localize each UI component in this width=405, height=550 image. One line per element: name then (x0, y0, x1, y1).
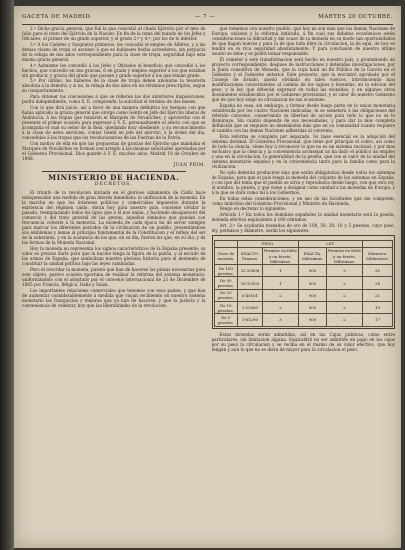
table-group-header-row (214, 240, 393, 247)
decree-paragraph: Hoy la moneda no representa los signos característicos de la España presente; su valor es preciso darle para que la nacion tenga la figura de la patria, y al escudo de las armas de España, que simbolizan nuestra gloriosa historia para el momento de constituir la unidad política bajo las leyes cambiadas. (22, 246, 206, 267)
page-number: — 7 — (194, 14, 216, 20)
table-cell: 900 (298, 265, 326, 277)
right-column (212, 26, 396, 542)
table-cell: 2 (327, 302, 363, 314)
coin-table-frame (212, 235, 396, 329)
page-header (22, 10, 393, 25)
table-group-header: PESO. (238, 240, 299, 247)
header-left: GACETA DE MADRID. (22, 14, 92, 20)
table-cell: 900 (298, 277, 326, 289)
signature: JUAN PRIM. (173, 162, 206, 168)
table-cell: 900 (298, 289, 326, 301)
table-cell: 2 (327, 314, 363, 326)
table-cell: 3 (262, 314, 298, 326)
paragraph: 4.º Asimismo les concedió á los Jefes y Oficiales el beneficio que concedió á los hechos, que concedió en dos gracias, 6 en grado y empleo superior á los que estaban sin producir, y gracia del grado que posean y grado superior á los que tenían grado. (22, 62, 206, 78)
paragraph: En todas estas consideraciones, y en uso de las facultades que me competen, como individuo del Gobierno Provisional y Ministro de Hacienda, (211, 195, 395, 206)
paragraph: No solo deberán producirse sino que serán obligatorias desde todos los sistemas de España, para que el pais tenga la moneda del conjunto de los sistemas en España, y con que del tema que el pueblo se sirva y reproduzca desde luego, con que otra ley, el nombre, la peseta, y que viene a designar como unidad a las monedas de Europa, y á la que se dará como tal á los Gobiernos. (211, 169, 395, 195)
table-cell: 1 (262, 265, 298, 277)
table-cell: 17 (363, 314, 393, 326)
table-header: Permiso en feble y en fuerte. Milésimas. (263, 248, 297, 264)
decree-paragraph: El triunfo de la revolucion iniciada en el glorioso alzamiento de Cádiz hace indispensable una medida de gran interés inmediato: la unificacion de la moneda. En la marcha en que los intereses políticos y comerciales impuestos durante la existencia del régimen caído, obran hoy para nuestro país, conviene olvidar lo pasado, reemplazando todos los tipos que á él nos unían, y haciendo desaparecer del comercio y del trato general de las gentes, aquellos símbolos que puedan con frecuencia volverle á la memoria. La moneda de cada época ha de servir siempre para marcar los diferentes períodos de la civilizacion de un pueblo, presentándose sus emblemas y lemas al principio fundamental de la Constitucion y el reflejo del ser de la soberanía, y en la sustancia de los que, en su dia, fueron los que, en su dia, y de las formas de la Moneda Nacional. (22, 189, 206, 246)
header-date: MARTES 20 OCTUBRE. (318, 14, 393, 20)
table-cell: 900 (298, 314, 326, 326)
table-header: Diámetro. Milímetros. (363, 247, 393, 264)
paragraph: 3.º A los Cadetes y Sargentos primeros, les concedió el empleo de Alférez, y á las demas clases de tropa el ascenso á que se hubiesen hecho acreedores, sin perjuicio de la rebaja de dos años correspondiente para la clase de tropa, seguridad bajo esta misma gracia general. (22, 41, 206, 62)
table-cell: 6'45161 (238, 289, 263, 301)
table-cell: De 5 pesetas. (214, 314, 238, 326)
section-title: MINISTERIO DE HACIENDA. (48, 172, 180, 182)
paragraph: 5.º Por último, los haberes de la clase de tropa deben abonarse la tesorería absoluta a la demora; y si no, la rebaja de dos años en los términos prescriptos, segun su comportamiento. (22, 78, 206, 94)
table-cell: 900 (298, 302, 326, 314)
table-cell: 1 (262, 277, 298, 289)
table-cell: 3'22580 (238, 302, 263, 314)
table-header: Permiso en feble y en fuerte. Milésimas. (328, 248, 361, 264)
table-row (214, 314, 393, 326)
table-cell: 2 (327, 277, 363, 289)
divider (42, 171, 186, 172)
paragraph: 2.º Dicha gracia general, que fué la que concedió al citado Ejército por el mes de Julio para el resto del Ejército de la Nacion. En fin de la toma del mando de los Jefes y Oficiales, el primer de un grado superior, y el grado 2.º y 4.º, por los de lo inferior. (22, 26, 206, 42)
table-cell: 1'61290 (238, 314, 263, 326)
paragraph: El cometer á este transformacion será hecho en nuestro país, y prometiendo un proyecto correspondiente, despues de instrucciones y detenidas investigaciones, por la Junta consultiva de Moneda, que la cuya hará un fin Público de la Gaceta en el Gobierno y el Gobierno anterior. Este proyecto, que la encontró aprobado por el Consejo de Estado, quedó olvidado en tales vuelcos, introduciendo mas modificaciones concernientes al cambio de los signos y leyendas, en la edicion del peso, y la ley, que deberán expresar en todas las monedas, y en algunos otros documentos establecidos por el Gobierno provisional, y el valor de nuestro Gobierno que de que hoy exige su circulacion de sus ocasiones. (211, 56, 395, 103)
table-cell: 2 (262, 289, 298, 301)
table-row (214, 302, 393, 314)
table-cell: 2 (262, 302, 298, 314)
table-header-empty (363, 240, 393, 247)
table-cell: De 20 pesetas. (214, 289, 238, 301)
table-header: EXACTA. Milésimas. (298, 247, 326, 264)
paragraph: Esta reforma se completa por separado. Su base esencial es la adopción del sistema decimal. El Gobierno Provisional, que tiene por principio el cobro, así como de todo la ciencia, viene hoy á reconocer lo que no es un sistema racional, y por mas exclusivo que la ciencia y la conveniencia aconsejan no ha dado el público un empleo y una en la circulacion, la generalidad de la peseta, que con el valor de la unidad del sistema monetario español y en la conveniencia tanto para la familia como para la civilizacion. (211, 133, 395, 170)
book-binding (0, 0, 14, 550)
coin-specs-table (214, 240, 394, 327)
paragraph: Art. 2.º Se acuñarán monedas de oro de 100, 50, 20, 10 y 5 pesetas, cuyo peso, ley, permisos y diámetro, serán los siguientes: (211, 222, 395, 233)
table-header: Clase de moneda. (214, 247, 238, 264)
table-cell: 21 (363, 289, 393, 301)
text-columns (22, 26, 395, 542)
section-subtitle: DECRETOS. (94, 181, 133, 187)
table-row (214, 265, 393, 277)
table-header: EXACTO. Gramos. (238, 247, 263, 264)
newspaper-page (14, 6, 401, 548)
table-cell: 28 (363, 277, 393, 289)
paragraph: España no cesa, sin embargo, y formar desde luego parte de la union monetaria establecida por los cuatro Naciones indicadas, ni se someterá á las obligaciones del referido convenio, conservando su libertad de accion para todo lo que no se le disminuye. Sin cuanto dependa de sus necesidades, y para dar la más completa definición que se requiere no desembolsa más que en su comunidad cuanto requiere el cambio con las demas Naciones adheridas al convenio. (211, 102, 395, 134)
table-row (214, 277, 393, 289)
decree-paragraph: Pero el recordar la moneda, puesto que han de hacerse las piezas necesarias para este objeto, parece ocasion oportuna de realizar la reforma del sistema monetario, uniformándolo con el adoptado por el convenio internacional de 23 de Diciembre de 1865 por Francia, Bélgica, Italia y Suiza. (22, 266, 206, 287)
table-row (214, 289, 393, 301)
left-column (22, 26, 206, 542)
table-cell: De 10 pesetas. (214, 302, 238, 314)
paragraph: Para obtener las concesiones á que se refieren las dos anteriores disposiciones, podrá independiente, como S. E. comprende, la solicitud el término de dos meses. (22, 93, 206, 105)
paragraph: Vengo en decretar lo siguiente: (219, 206, 286, 212)
table-cell: 32'25806 (238, 265, 263, 277)
paragraph: que tomemos con nuestro pueblo, que hoy no son más que los demás Naciones de Europa, unísono y la reforma indicada, á fin cual sus debates económicos estén consideraciones la dificultad y del ocaso de la moneda en su modo tan oportunidades de que hagan nuevos y para la de que toda libre la circulacion, la de aquí, de hoy se tendrá en su rica seguridad absolutamente. Y para conclusión de nuestro último asunto se debe y se podrá tomar responsable. (211, 26, 395, 57)
closing-paragraph: Estas monedas serán admitidas, así en las Cajas públicas, como entre particulares, sin limitacion alguna. Equivaldrá no ser admitido en pago en los cajas por su peso la circulacion y se reciba en el mismo de su valor efectivo, que hoy tengan y aun lo que no se diera de mayor para la circulacion el peso. (211, 331, 395, 352)
table-header-empty (214, 240, 238, 247)
paragraph: Artículo 1.º En todos los dominios españoles la unidad monetaria será la peseta, moneda efectiva equivalente á 100 céntimos. (211, 211, 395, 222)
paragraph: Con motivo de ella en que las propuestas de gracias del Ejército que mandaba el Marqués de Novaliches se forman con arreglo á las mismas solicitudes aprobadas por el Gobierno Provisional. Dios guarde á V. E. muchos años. Madrid 19 de Octubre de 1868. (22, 140, 206, 161)
table-cell: 35 (363, 265, 393, 277)
table-group-header: LEY. (298, 240, 362, 247)
table-cell: 16'12903 (238, 277, 263, 289)
decree-paragraph: Los importantes relaciones comerciales que tenemos con esos países, y que han de aumentar considerablemente á medida que vayan recibiendo en nuestro sistema monetario las franquicias y mejoras que ya han de hacerse, y que la justicia y la conveniencia de celebrar, hoy que las liberalidades de la revolucion. (22, 287, 206, 308)
table-cell: De 100 pesetas. (214, 265, 238, 277)
table-cell: 19 (363, 302, 393, 314)
table-cell: 2 (327, 265, 363, 277)
table-cell: 2 (327, 289, 363, 301)
paragraph: Con lo que dirá juicio, así a favor de una manera definitiva los tiempos con que habia aplicado la gracia general que otorgó como Gentil en Jefe del Ejército liberal de Andalucía, á las tropas que tomaron el Marqués de Novaliches, y aprovecho con el presente el primer ocasión para expresar á V. E. personalmente el afecto con que se acompaña el cual su señor de la Real, quedando muy obediente, y su reconocimiento á la clase de estos servicios, contar Gentil en jefe del ejercito, á la órden del dia, concedidas á las tropas que los revolucionarios de las Fuerzas de la Patria. (22, 104, 206, 140)
table-header-row (214, 247, 393, 264)
table-cell: De 50 pesetas. (214, 277, 238, 289)
